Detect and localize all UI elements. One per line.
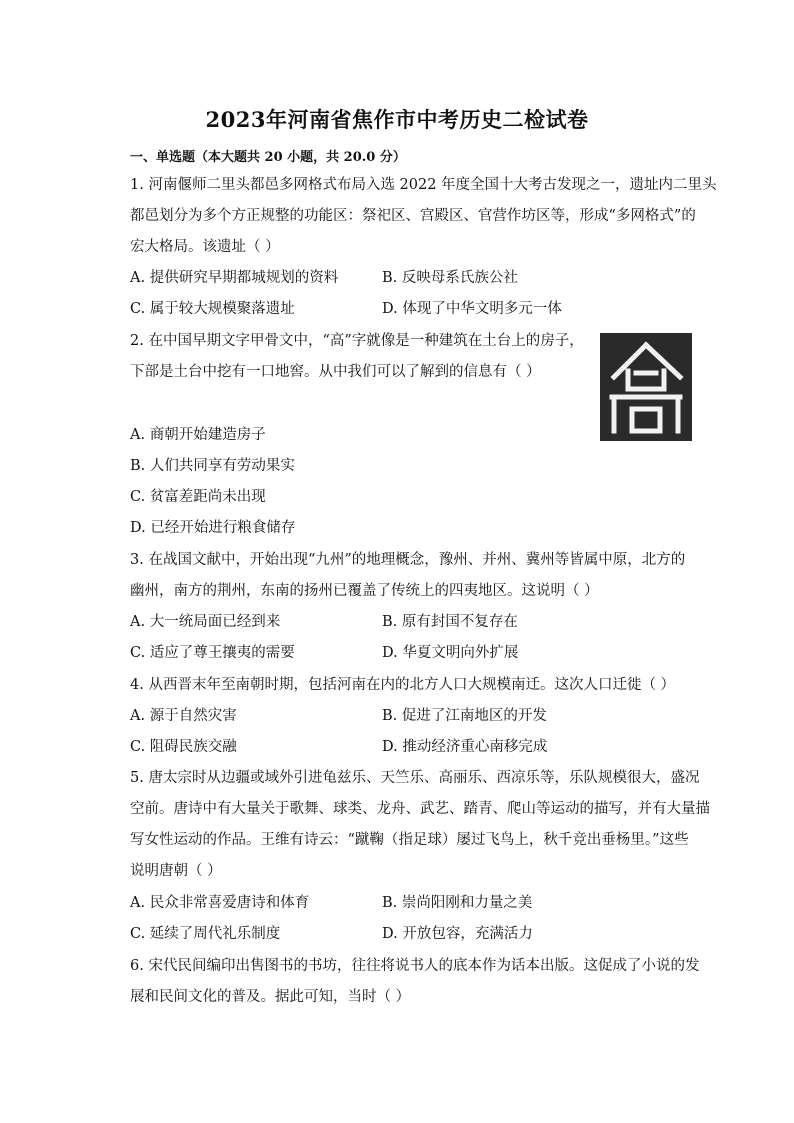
question-5-line-3: 写女性运动的作品。王维有诗云：“蹴鞠（指足球）屡过飞鸟上，秋千竞出垂杨里。”这些: [130, 832, 689, 848]
question-5-option-d: D. 开放包容，充满活力: [382, 926, 533, 942]
question-1-option-c: C. 属于较大规模聚落遗址: [130, 301, 295, 317]
oracle-bone-gao-glyph-svg: [600, 333, 692, 441]
question-2-line-2: 下部是土台中挖有一口地窖。从中我们可以了解到的信息有（ ）: [130, 364, 541, 380]
question-2-option-d: D. 已经开始进行粮食储存: [130, 520, 296, 536]
question-1-option-b: B. 反映母系氏族公社: [382, 270, 518, 286]
question-1-option-a: A. 提供研究早期都城规划的资料: [130, 270, 339, 286]
section-heading: 一、单选题（本大题共 20 小题，共 20.0 分）: [130, 150, 406, 165]
question-2-line-1: 2. 在中国早期文字甲骨文中，“高”字就像是一种建筑在土台上的房子，: [130, 333, 584, 349]
question-4-option-b: B. 促进了江南地区的开发: [382, 708, 547, 724]
question-1-line-1: 1. 河南偃师二里头都邑多网格式布局入选 2022 年度全国十大考古发现之一，遗址内二里头: [130, 177, 717, 193]
question-4-option-a: A. 源于自然灾害: [130, 708, 237, 724]
question-3-option-c: C. 适应了尊王攘夷的需要: [130, 645, 295, 661]
question-1-option-d: D. 体现了中华文明多元一体: [382, 301, 562, 317]
question-4-option-c: C. 阻碍民族交融: [130, 739, 237, 755]
question-5-line-2: 空前。唐诗中有大量关于歌舞、球类、龙舟、武艺、踏青、爬山等运动的描写，并有大量描: [130, 801, 710, 817]
question-5-option-b: B. 崇尚阳刚和力量之美: [382, 895, 533, 911]
page-title: 2023年河南省焦作市中考历史二检试卷: [205, 107, 589, 132]
question-3-option-a: A. 大一统局面已经到来: [130, 614, 281, 630]
question-2-option-b: B. 人们共同享有劳动果实: [130, 458, 295, 474]
question-3-option-d: D. 华夏文明向外扩展: [382, 645, 519, 661]
question-5-option-c: C. 延续了周代礼乐制度: [130, 926, 281, 942]
question-5-line-1: 5. 唐太宗时从边疆或域外引进龟兹乐、天竺乐、高丽乐、西凉乐等，乐队规模很大，盛况: [130, 770, 700, 786]
question-6-line-2: 展和民间文化的普及。据此可知，当时（ ）: [130, 989, 411, 1005]
question-2-option-c: C. 贫富差距尚未出现: [130, 489, 266, 505]
question-3-option-b: B. 原有封国不复存在: [382, 614, 518, 630]
question-5-option-a: A. 民众非常喜爱唐诗和体育: [130, 895, 310, 911]
oracle-bone-gao-glyph-icon: [600, 333, 692, 441]
question-2-option-a: A. 商朝开始建造房子: [130, 427, 266, 443]
question-5-line-4: 说明唐朝（ ）: [130, 863, 222, 879]
question-6-line-1: 6. 宋代民间编印出售图书的书坊，往往将说书人的底本作为话本出版。这促成了小说的发: [130, 958, 700, 974]
question-3-line-2: 幽州，南方的荆州，东南的扬州已覆盖了传统上的四夷地区。这说明（ ）: [130, 583, 599, 599]
question-4-line-1: 4. 从西晋末年至南朝时期，包括河南在内的北方人口大规模南迁。这次人口迁徙（ ）: [130, 677, 676, 693]
question-4-option-d: D. 推动经济重心南移完成: [382, 739, 548, 755]
question-3-line-1: 3. 在战国文献中，开始出现“九州”的地理概念，豫州、并州、冀州等皆属中原，北方的: [130, 552, 686, 568]
question-1-line-2: 都邑划分为多个方正规整的功能区：祭祀区、宫殿区、官营作坊区等，形成“多网格式”的: [130, 208, 696, 224]
question-1-line-3: 宏大格局。该遗址（ ）: [130, 239, 280, 255]
